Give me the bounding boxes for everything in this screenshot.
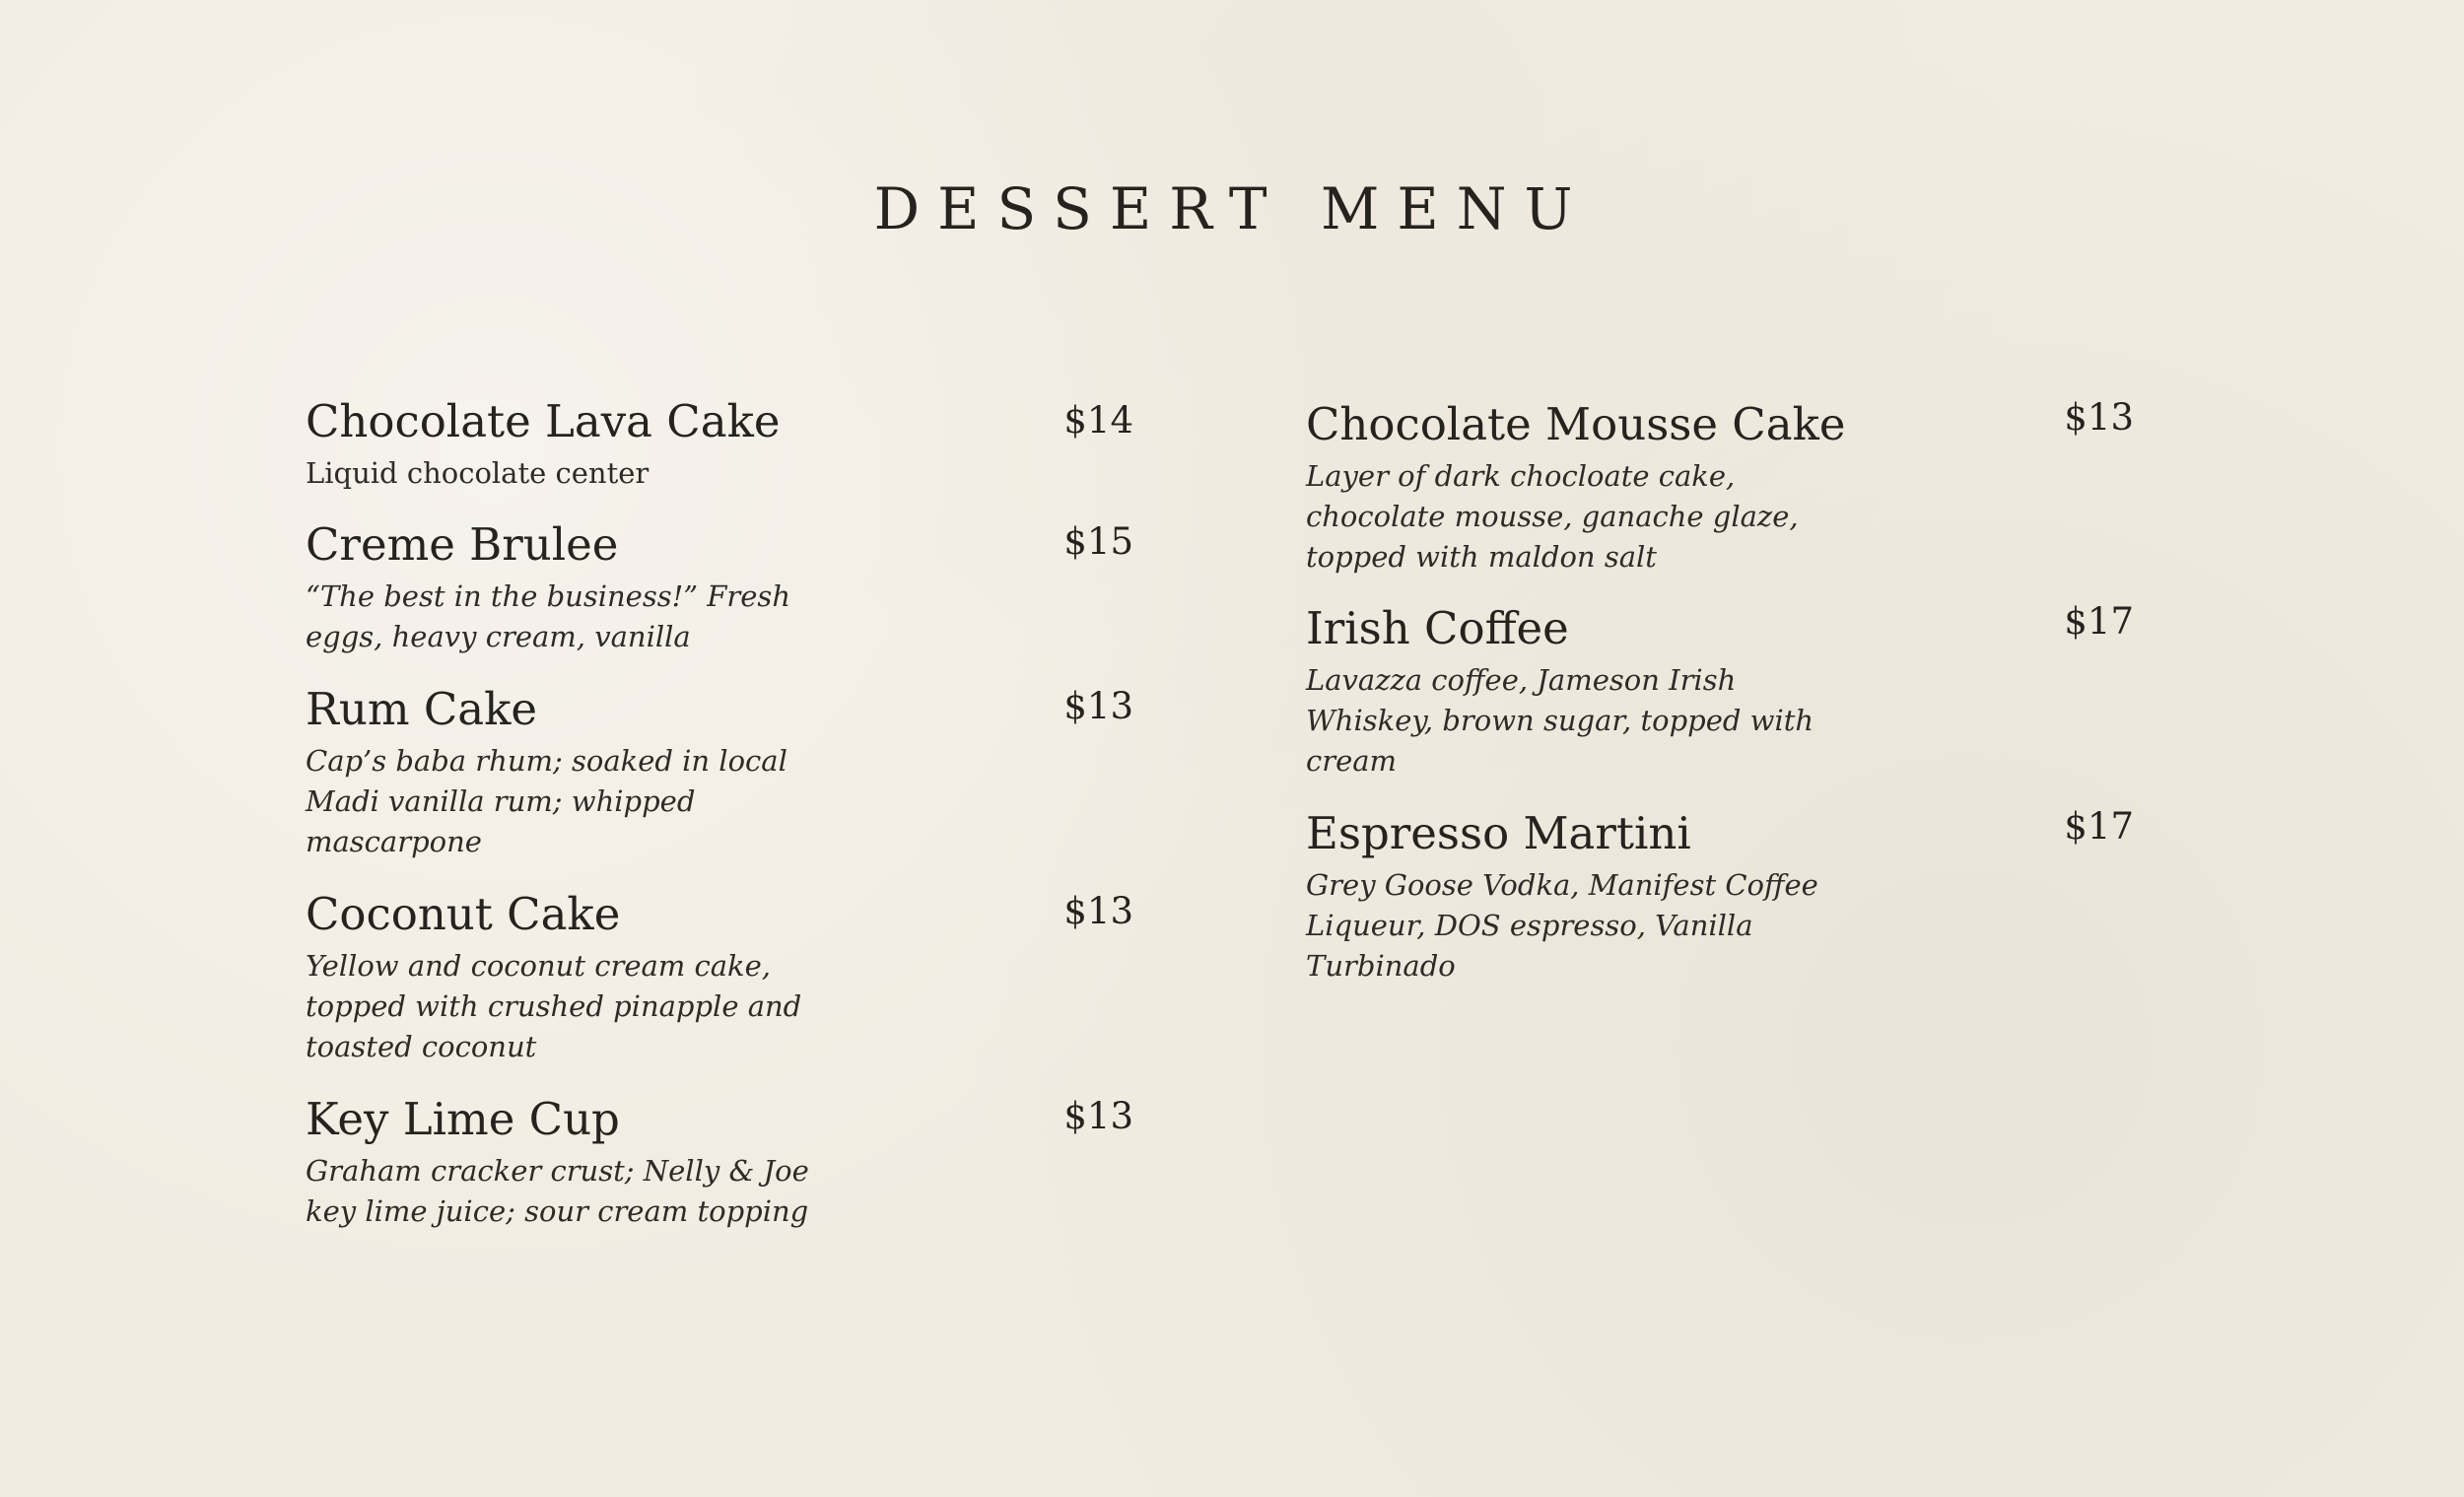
menu-item-name: Chocolate Mousse Cake	[1306, 398, 1846, 450]
menu-item-description: “The best in the business!” Fresh eggs, heavy cream, vanilla	[306, 579, 790, 653]
menu-item-description: Lavazza coffee, Jameson Irish Whiskey, brown sugar, topped with cream	[1306, 663, 1814, 778]
menu-item-description: Grey Goose Vodka, Manifest Coffee Liqueur, DOS espresso, Vanilla Turbinado	[1306, 868, 1818, 983]
menu-item-price: $13	[1063, 1095, 1133, 1137]
menu-item-description: Liquid chocolate center	[306, 456, 650, 490]
menu-item-name: Rum Cake	[306, 683, 537, 735]
menu-item-chocolate-mousse-cake	[1306, 395, 2134, 578]
menu-item-creme-brulee	[306, 515, 1133, 657]
menu-item-name: Creme Brulee	[306, 518, 619, 571]
menu-item-name: Espresso Martini	[1306, 807, 1691, 859]
menu-item-irish-coffee	[1306, 599, 2134, 782]
menu-item-chocolate-lava-cake	[306, 392, 1133, 494]
menu-item-coconut-cake	[306, 885, 1133, 1067]
menu-item-rum-cake	[306, 680, 1133, 862]
menu-item-price: $13	[2064, 396, 2134, 439]
menu-item-price: $17	[2064, 805, 2134, 848]
menu-item-description: Cap’s baba rhum; soaked in local Madi vanilla rum; whipped mascarpone	[306, 744, 787, 858]
menu-item-name: Coconut Cake	[306, 888, 621, 940]
menu-item-name: Chocolate Lava Cake	[306, 395, 781, 447]
menu-item-description: Layer of dark chocloate cake, chocolate mousse, ganache glaze, topped with maldon salt	[1306, 459, 1799, 574]
menu-item-description: Yellow and coconut cream cake, topped with crushed pinapple and toasted coconut	[306, 949, 802, 1063]
menu-item-name: Key Lime Cup	[306, 1093, 620, 1145]
menu-title: DESSERT MENU	[873, 175, 1591, 242]
menu-item-key-lime-cup	[306, 1090, 1133, 1232]
menu-item-price: $15	[1063, 520, 1133, 563]
menu-item-price: $17	[2064, 600, 2134, 643]
menu-item-price: $13	[1063, 685, 1133, 727]
menu-item-price: $13	[1063, 890, 1133, 932]
menu-item-name: Irish Coffee	[1306, 602, 1569, 654]
menu-item-espresso-martini	[1306, 804, 2134, 987]
menu-item-price: $14	[1063, 399, 1133, 442]
menu-item-description: Graham cracker crust; Nelly & Joe key lime juice; sour cream topping	[306, 1154, 809, 1228]
